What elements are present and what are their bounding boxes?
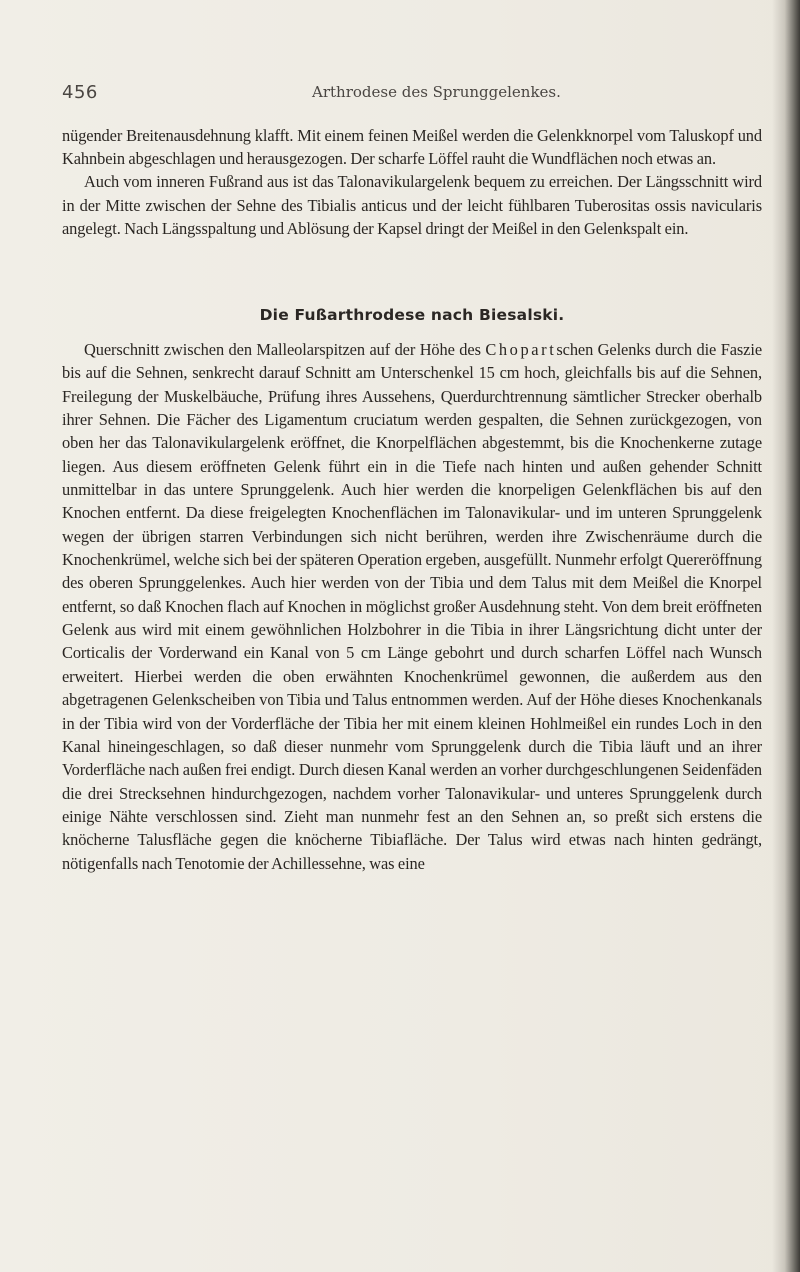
person-name: Chopart: [485, 340, 557, 359]
section-heading: Die Fußarthrodese nach Biesalski.: [259, 306, 565, 324]
page-header: [62, 82, 752, 110]
text-run: Querschnitt zwischen den Malleolarspitzen auf der Höhe des: [84, 340, 486, 359]
intro-text: [62, 124, 762, 240]
page-number: 456: [62, 82, 98, 103]
paragraph: [62, 338, 762, 875]
page-edge-shadow: [772, 0, 800, 1272]
paragraph: Auch vom inneren Fußrand aus ist das Talonavikulargelenk bequem zu erreichen. Der Längsschnitt wird in der Mitte zwischen der Sehne des Tibialis anticus und der leicht fühlbaren Tuberositas ossis navicularis angelegt. Nach Längsspaltung und Ablösung der Kapsel dringt der Meißel in den Gelenkspalt ein.: [62, 172, 762, 238]
paragraph: nügender Breitenausdehnung klafft. Mit einem feinen Meißel werden die Gelenkknorpel vom Taluskopf und Kahnbein abgeschlagen und herausgezogen. Der scharfe Löffel rauht die Wundflächen noch etwas an.: [62, 126, 762, 169]
section-text: [62, 338, 762, 875]
text-run: schen Gelenks durch die Faszie bis auf die Sehnen, senkrecht darauf Schnitt am Unterschenkel 15 cm hoch, gleichfalls bis auf die Sehnen, Freilegung der Muskelbäuche, Prüfung ihres Aussehens, Querdurchtrennung sämtlicher Strecker oberhalb ihrer Sehnen. Die Fächer des Ligamentum cruciatum werden gespalten, die Sehnen zurückgezogen, von oben her das Talonavikulargelenk eröffnet, die Knorpelflächen abgestemmt, bis die Knochenkerne zutage liegen. Aus diesem eröffneten Gelenk führt ein in die Tiefe nach hinten und außen gehender Schnitt unmittelbar in das untere Sprunggelenk. Auch hier werden die knorpeligen Gelenkflächen bis auf den Knochen entfernt. Da diese freigelegten Knochenflächen im Talonavikular- und im unteren Sprunggelenk wegen der übrigen starren Verbindungen sich nicht berühren, werden ihre Zwischenräume durch die Knochenkrümel, welche sich bei der späteren Operation ergeben, ausgefüllt. Nunmehr erfolgt Quereröffnung des oberen Sprunggelenkes. Auch hier werden von der Tibia und dem Talus mit dem Meißel die Knorpel entfernt, so daß Knochen flach auf Knochen in möglichst großer Ausdehnung steht. Von dem breit eröffneten Gelenk aus wird mit einem gewöhnlichen Holzbohrer in die Tibia in ihrer Längsrichtung dicht unter der Corticalis der Vorderwand ein Kanal von 5 cm Länge gebohrt und durch scharfen Löffel nach Wunsch erweitert. Hierbei werden die oben erwähnten Knochenkrümel gewonnen, die außerdem aus den abgetragenen Gelenkscheiben von Tibia und Talus entnommen werden. Auf der Höhe dieses Knochenkanals in der Tibia wird von der Vorderfläche der Tibia her mit einem kleinen Hohlmeißel ein rundes Loch in den Kanal hineingeschlagen, so daß dieser nunmehr vom Sprunggelenk durch die Tibia läuft und an ihrer Vorderfläche nach außen frei endigt. Durch diesen Kanal werden an vorher durchgeschlungenen Seidenfäden die drei Strecksehnen hindurchgezogen, nachdem vorher Talonavikular- und unteres Sprunggelenk durch einige Nähte verschlossen sind. Zieht man nunmehr fest an den Sehnen an, so preßt sich erstens die knöcherne Talusfläche gegen die knöcherne Tibiafläche. Der Talus wird etwas nach hinten gedrängt, nötigenfalls nach Tenotomie der Achillessehne, was eine: [62, 340, 762, 873]
running-title: Arthrodese des Sprunggelenkes.: [312, 83, 561, 101]
